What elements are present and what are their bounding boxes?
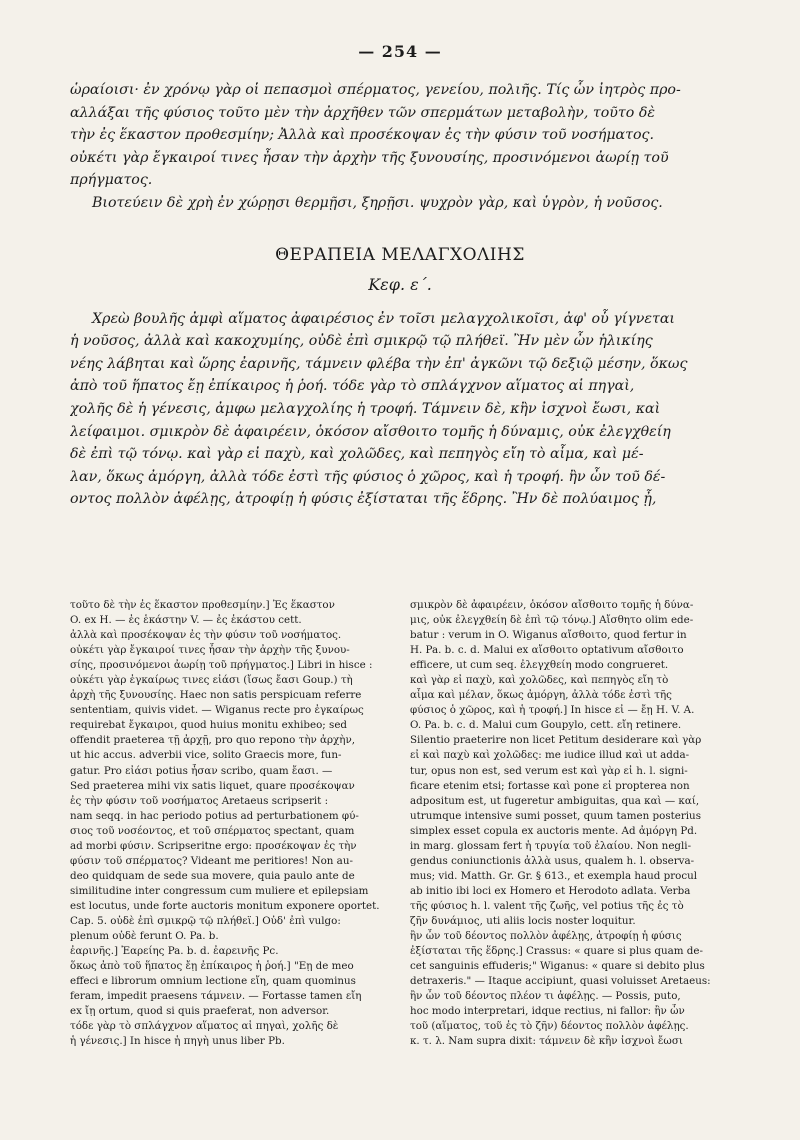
footnote-line: utrumque intensive sumi posset, quum tamen posterius	[410, 809, 701, 822]
footnote-line: mus; vid. Matth. Gr. Gr. § 613., et exempla haud procul	[410, 869, 698, 882]
footnote-line: ἀλλὰ καὶ προσέκοψαν ἐς τὴν φύσιν τοῦ νοσήματος.	[70, 629, 342, 642]
intro-line: τὴν ἐς ἕκαστον προθεσμίην; Ἀλλὰ καὶ προσέκοψαν ἐς τὴν φύσιν τοῦ νοσήματος.	[70, 127, 654, 144]
footnote-line: gatur. Pro εἰάσι potius ἦσαν scribo, quam ἔασι. —	[70, 764, 333, 777]
footnote-line: tur, opus non est, sed verum est καὶ γὰρ εἰ h. l. signi-	[410, 764, 688, 777]
footnote-line: effeci e librorum omnium lectione εἴη, quam quominus	[70, 975, 356, 988]
footnote-line: adpositum est, ut fugeretur ambiguitas, qua καὶ — καί,	[410, 794, 700, 807]
footnote-line: σμικρὸν δὲ ἀφαιρέειν, ὁκόσον αἴσθοιτο τομῆς ἡ δύνα-	[410, 599, 694, 611]
footnote-line: ἐς τὴν φύσιν τοῦ νοσήματος Aretaeus scripserit :	[70, 794, 329, 807]
footnote-line: gendus coniunctionis ἀλλὰ usus, qualem h. l. observa-	[410, 854, 695, 867]
footnote-line: Silentio praeterire non licet Petitum desiderare καὶ γὰρ	[410, 734, 702, 747]
footnote-line: ἢν ὦν τοῦ δέοντος πλέον τι ἀφέλῃς. — Possis, puto,	[410, 990, 681, 1003]
footnote-line: efficere, ut cum seq. ἐλεγχθείη modo congrueret.	[410, 659, 669, 672]
body-line: δὲ ἐπὶ τῷ τόνῳ. καὶ γὰρ εἰ παχὺ, καὶ χολῶδες, καὶ πεπηγὸς εἴη τὸ αἷμα, καὶ μέ-	[70, 446, 644, 463]
body-line: ἡ νοῦσος, ἀλλὰ καὶ κακοχυμίης, οὐδὲ ἐπὶ σμικρῷ τῷ πλήθεϊ. Ἢν μὲν ὦν ἡλικίης	[70, 333, 653, 350]
footnote-line: αἷμα καὶ μέλαν, ὅκως ἀμόργη, ἀλλὰ τόδε ἐστὶ τῆς	[410, 689, 672, 702]
footnote-line: οὐκέτι γὰρ ἐγκαίρως τινες εἰάσι (ἴσως ἔασι Goup.) τὴ	[70, 674, 353, 687]
footnote-line: Cap. 5. οὐδὲ ἐπὶ σμικρῷ τῷ πλήθεϊ.] Οὐδ' ἐπὶ vulgo:	[70, 914, 341, 927]
intro-line: αλλάξαι τῆς φύσιος τοῦτο μὲν τὴν ἀρχῆθεν τῶν σπερμάτων μεταβολὴν, τοῦτο δὲ	[70, 104, 655, 121]
footnote-column-left	[70, 598, 390, 1049]
chapter-number: Κεφ. ε΄.	[368, 274, 432, 294]
footnote-line: ut hic accus. adverbii vice, solito Graecis more, fun-	[70, 749, 342, 762]
footnote-line: batur : verum in O. Wiganus αἴσθοιτο, quod fertur in	[410, 629, 687, 642]
footnote-line: similitudine inter congressum cum muliere et epilepsiam	[70, 884, 369, 897]
footnote-line: ex ἴῃ ortum, quod si quis praeferat, non adversor.	[70, 1005, 330, 1018]
body-line: λείφαιμοι. σμικρὸν δὲ ἀφαιρέειν, ὁκόσον αἴσθοιτο τομῆς ἡ δύναμις, οὐκ ἐλεγχθείη	[70, 423, 671, 440]
footnote-line: φύσιν τοῦ σπέρματος? Videant me peritiores! Non au-	[70, 854, 353, 867]
intro-line: πρήγματος.	[70, 172, 153, 189]
section-title: ΘΕΡΑΠΕΙΑ ΜΕΛΑΓΧΟΛΙΗΣ	[275, 244, 525, 265]
footnote-line: cet sanguinis effuderis;" Wiganus: « quare si debito plus	[410, 960, 705, 973]
body-line: χολῆς δὲ ἡ γένεσις, ἀμφω μελαγχολίης ἡ τροφή. Τάμνειν δὲ, κἢν ἰσχνοὶ ἔωσι, καὶ	[70, 400, 661, 417]
footnote-line: ἀρχὴ τῆς ξυνουσίης. Haec non satis perspicuam referre	[70, 689, 362, 702]
footnote-line: οὐκέτι γὰρ ἔγκαιροί τινες ἦσαν τὴν ἀρχὴν τῆς ξυνου-	[70, 644, 350, 657]
body-line: ἀπὸ τοῦ ἥπατος ἔῃ ἐπίκαιρος ἡ ῥοή. τόδε γὰρ τὸ σπλάγχνον αἵματος αἱ πηγαὶ,	[70, 378, 635, 395]
page-body	[70, 42, 730, 511]
footnote-line: O. ex H. — ἐς ἑκάστην V. — ἐς ἑκάστου cett.	[70, 614, 302, 627]
footnote-line: σίης, προσινόμενοι ἀωρίῃ τοῦ πρήγματος.] Libri in hisce :	[70, 659, 373, 672]
footnote-line: τοῦτο δὲ τὴν ἐς ἕκαστον προθεσμίην.] Ἐς ἕκαστον	[70, 599, 335, 611]
footnote-line: μις, οὐκ ἐλεγχθείη δὲ ἐπὶ τῷ τόνῳ.] Αἴσθητο olim ede-	[410, 614, 694, 627]
footnote-line: in marg. glossam fert ἡ τρυγία τοῦ ἐλαίου. Non negli-	[410, 839, 692, 852]
footnote-line: ab initio ibi loci ex Homero et Herodoto adlata. Verba	[410, 884, 691, 897]
footnote-column-right	[410, 598, 730, 1049]
body-line: οντος πολλὸν ἀφέλῃς, ἀτροφίῃ ἡ φύσις ἐξίσταται τῆς ἕδρης. Ἢν δὲ πολύαιμος ᾖ,	[70, 491, 657, 508]
footnote-line: hoc modo interpretari, idque rectius, ni fallor: ἢν ὦν	[410, 1005, 685, 1018]
footnote-line: O. Pa. b. c. d. Malui cum Goupylo, cett. εἴη retinere.	[410, 719, 682, 732]
footnote-line: καὶ γὰρ εἰ παχὺ, καὶ χολῶδες, καὶ πεπηγὸς εἴη τὸ	[410, 674, 669, 687]
footnote-line: est locutus, unde forte auctoris monitum exponere oportet.	[70, 899, 380, 912]
footnote-line: ἡ γένεσις.] In hisce ἡ πηγὴ unus liber Pb.	[70, 1035, 285, 1048]
footnote-line: εἰ καὶ παχὺ καὶ χολῶδες: me iudice illud καὶ ut adda-	[410, 749, 690, 762]
footnote-line: detraxeris." — Itaque accipiunt, quasi voluisset Aretaeus:	[410, 975, 711, 988]
footnote-line: plenum οὐδὲ ferunt O. Pa. b.	[70, 930, 219, 943]
body-line: λαν, ὅκως ἀμόργη, ἀλλὰ τόδε ἐστὶ τῆς φύσιος ὁ χῶρος, καὶ ἡ τροφή. ἢν ὦν τοῦ δέ-	[70, 468, 666, 485]
intro-line: ὡραίοισι· ἐν χρόνῳ γὰρ οἱ πεπασμοὶ σπέρματος, γενείου, πολιῆς. Τίς ὧν ἰητρὸς προ-	[70, 82, 681, 98]
footnote-line: φύσιος ὁ χῶρος, καὶ ἡ τροφή.] In hisce εἰ — ἔῃ H. V. A.	[410, 704, 695, 717]
footnote-line: ἐξίσταται τῆς ἕδρης.] Crassus: « quare si plus quam de-	[410, 945, 703, 958]
intro-line: Βιοτεύειν δὲ χρὴ ἐν χώρῃσι θερμῇσι, ξηρῇσι. ψυχρὸν γὰρ, καὶ ὑγρὸν, ἡ νοῦσος.	[92, 194, 663, 211]
footnote-line: ἢν ὦν τοῦ δέοντος πολλὸν ἀφέλῃς, ἀτροφίῃ ἡ φύσις	[410, 930, 682, 943]
footnote-line: requirebat ἔγκαιροι, quod huius monitu exhibeo; sed	[70, 719, 348, 732]
intro-paragraph	[70, 79, 730, 215]
footnote-line: ficare etenim etsi; fortasse καὶ pone εἰ propterea non	[410, 779, 690, 792]
footnote-line: offendit praeterea τῇ ἀρχῇ, pro quo repono τὴν ἀρχὴν,	[70, 734, 355, 747]
footnote-line: ad morbi φύσιν. Scripseritne ergo: προσέκοψαν ἐς τὴν	[70, 839, 357, 852]
footnote-line: feram, impedit praesens τάμνειν. — Fortasse tamen εἴη	[70, 990, 362, 1003]
body-line: νέης λάβηται καὶ ὥρης ἐαρινῆς, τάμνειν φλέβα τὴν ἐπ' ἀγκῶνι τῷ δεξιῷ μέσην, ὅκως	[70, 355, 688, 372]
footnotes	[70, 598, 730, 1049]
footnote-line: ἐαρινῆς.] Ἐαρείης Pa. b. d. ἐαρεινῆς Pc.	[70, 945, 279, 958]
footnote-line: ὅκως ἀπὸ τοῦ ἥπατος ἔῃ ἐπίκαιρος ἡ ῥοή.] "Εῃ de meo	[70, 960, 354, 973]
footnote-line: τοῦ (αἵματος, τοῦ ἐς τὸ ζῆν) δέοντος πολλὸν ἀφέλῃς.	[410, 1020, 689, 1033]
footnote-line: sententiam, quivis videt. — Wiganus recte pro ἐγκαίρως	[70, 704, 364, 717]
footnote-line: H. Pa. b. c. d. Malui ex αἴσθοιτο optativum αἴσθοιτο	[410, 644, 684, 657]
footnote-line: τόδε γὰρ τὸ σπλάγχνον αἵματος αἱ πηγαὶ, χολῆς δὲ	[70, 1020, 339, 1033]
intro-line: οὐκέτι γὰρ ἔγκαιροί τινες ἦσαν τὴν ἀρχὴν τῆς ξυνουσίης, προσινόμενοι ἀωρίῃ τοῦ	[70, 149, 669, 166]
main-paragraph	[70, 308, 730, 511]
footnote-line: τῆς φύσιος h. l. valent τῆς ζωῆς, vel potius τῆς ἐς τὸ	[410, 899, 684, 912]
footnote-line: κ. τ. λ. Nam supra dixit: τάμνειν δὲ κἢν ἰσχνοὶ ἔωσι	[410, 1035, 683, 1048]
footnote-line: deo quidquam de sede sua movere, quia paulo ante de	[70, 869, 355, 882]
footnote-line: nam seqq. in hac periodo potius ad perturbationem φύ-	[70, 809, 359, 822]
footnote-line: σιος τοῦ νοσέοντος, et τοῦ σπέρματος spectant, quam	[70, 824, 355, 837]
page-number: — 254 —	[358, 42, 442, 61]
footnote-line: simplex esset copula ex auctoris mente. Ad ἀμόργη Pd.	[410, 824, 698, 837]
body-line: Χρεὼ βουλῆς ἀμφὶ αἵματος ἀφαιρέσιος ἐν τοῖσι μελαγχολικοῖσι, ἀφ' οὗ γίγνεται	[92, 310, 675, 327]
footnote-line: Sed praeterea mihi vix satis liquet, quare προσέκοψαν	[70, 779, 355, 792]
footnote-line: ζῆν δυνάμιος, uti aliis locis noster loquitur.	[410, 914, 636, 927]
